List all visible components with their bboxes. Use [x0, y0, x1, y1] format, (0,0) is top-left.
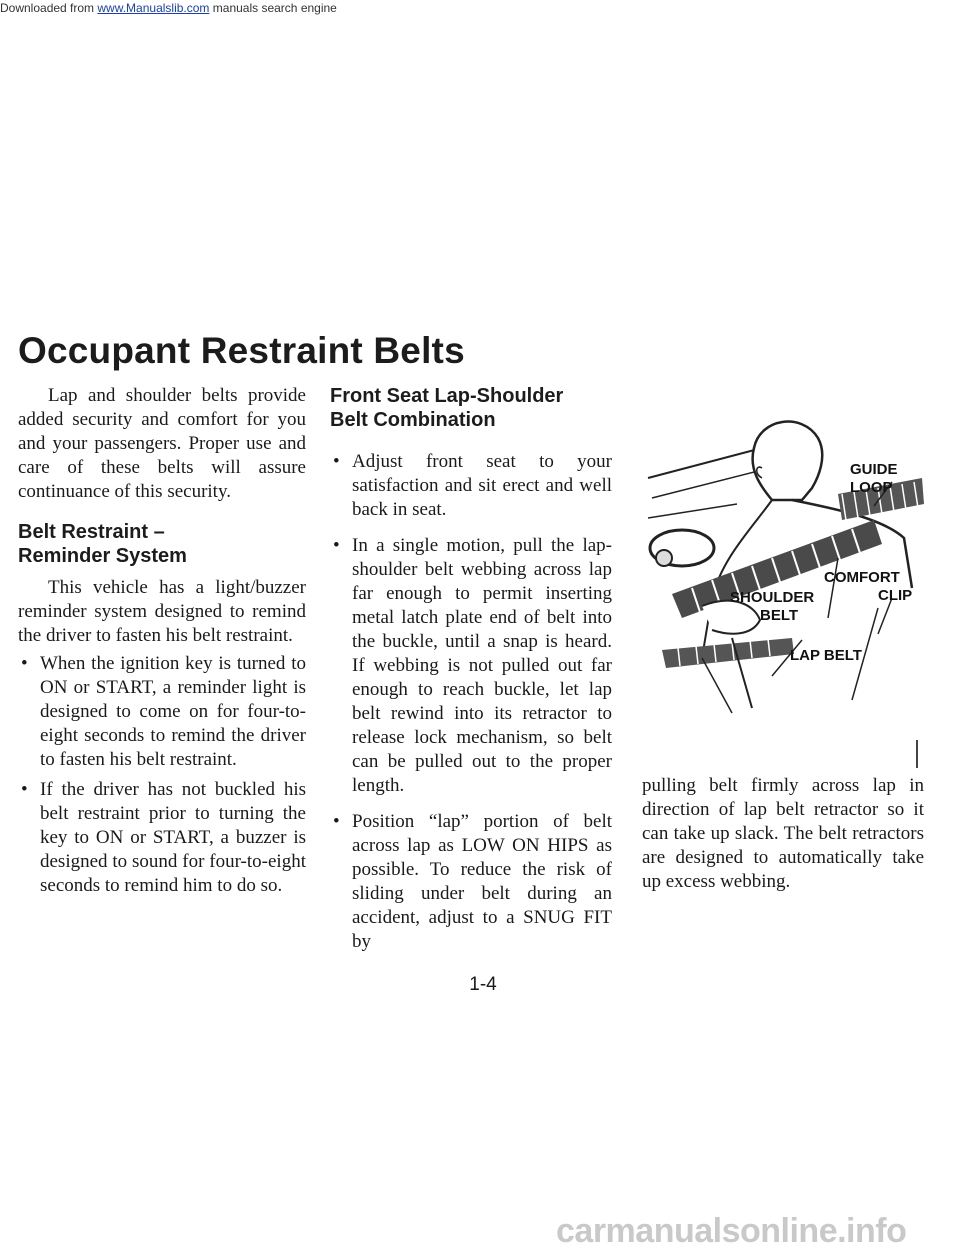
column-left: [18, 384, 306, 898]
label-shoulder: SHOULDER: [730, 589, 815, 606]
page-number: 1-4: [469, 974, 497, 995]
intro-paragraph: Lap and shoulder belts provide added security and comfort for you and your passengers. Proper use and care of these belts will assure continuance of this security.: [18, 385, 306, 502]
list-item: • If the driver has not buckled his belt restraint prior to turning the key to ON or START, a buzzer is designed to sound for four-to-eight seconds to remind him to do so.: [21, 779, 306, 896]
download-header: [0, 0, 960, 16]
watermark-footer: carmanualsonline.info: [556, 1212, 907, 1250]
label-clip: CLIP: [878, 587, 913, 604]
list-item: • In a single motion, pull the lap-shoulder belt webbing across lap far enough to permit inserting metal latch plate end of belt into the buckle, until a snap is heard. If webbing is not pulled out far enough to reach buckle, let lap belt rewind into its retractor to release lock mechanism, so belt can be pulled out to the proper length.: [333, 535, 612, 796]
page-title: Occupant Restraint Belts: [18, 330, 465, 371]
reminder-list: [18, 652, 306, 898]
list-item: • Position “lap” portion of belt across lap as LOW ON HIPS as possible. To reduce the risk of sliding under belt during an accident, adjust to a SNUG FIT by: [333, 811, 612, 952]
lap-shoulder-list: [330, 450, 612, 954]
reminder-paragraph: This vehicle has a light/buzzer reminder system designed to remind the driver to fasten his belt restraint.: [18, 577, 306, 646]
manualslib-link[interactable]: www.Manualslib.com: [97, 1, 210, 15]
label-belt: BELT: [760, 607, 799, 624]
heading-line-1: Belt Restraint –: [18, 521, 165, 543]
header-suffix: manuals search engine: [209, 1, 337, 15]
list-item: • When the ignition key is turned to ON or START, a reminder light is designed to come on for four-to-eight seconds to remind the driver to fasten his belt restraint.: [21, 653, 306, 770]
label-loop: LOOP: [850, 479, 893, 496]
heading-line-1: Front Seat Lap-Shoulder: [330, 385, 564, 407]
column-right: [642, 774, 924, 894]
section-heading-lap-shoulder: [330, 384, 612, 432]
label-comfort: COMFORT: [824, 569, 900, 586]
heading-line-2: Belt Combination: [330, 409, 496, 431]
label-guide: GUIDE: [850, 461, 898, 478]
continuation-paragraph: pulling belt firmly across lap in direction of lap belt retractor so it can take up slack. The belt retractors are designed to automatically take up excess webbing.: [642, 775, 924, 892]
section-heading-reminder: [18, 520, 306, 568]
margin-mark: [916, 740, 918, 768]
seat-belt-illustration: [642, 408, 932, 728]
header-prefix: Downloaded from: [0, 1, 98, 15]
list-item: • Adjust front seat to your satisfaction and sit erect and well back in seat.: [333, 451, 612, 520]
heading-line-2: Reminder System: [18, 545, 187, 567]
column-middle: [330, 384, 612, 954]
label-lap-belt: LAP BELT: [790, 647, 862, 664]
